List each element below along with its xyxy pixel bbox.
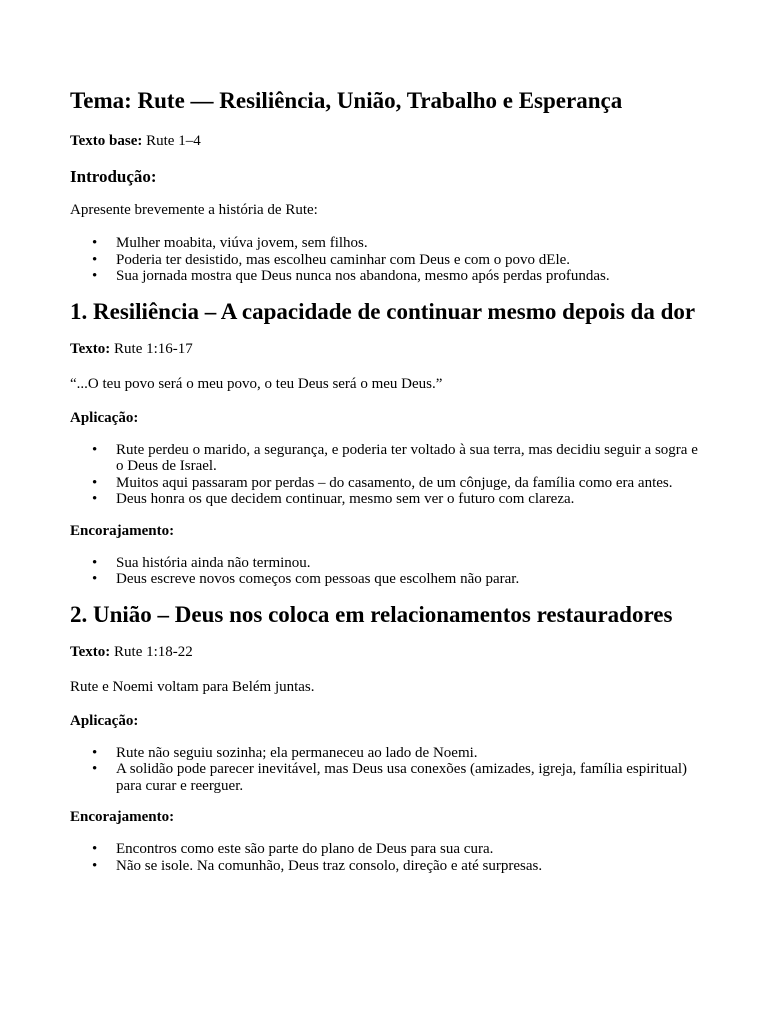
section-1-encorajamento-list bbox=[70, 555, 698, 588]
section-1-quote: “...O teu povo será o meu povo, o teu Deus será o meu Deus.” bbox=[70, 375, 443, 392]
section-2-text-label: Texto: bbox=[70, 643, 111, 660]
list-item: • Encontros como este são parte do plano de Deus para sua cura. bbox=[116, 841, 698, 858]
section-2-encorajamento-heading: Encorajamento: bbox=[70, 809, 175, 825]
section-2-heading: 2. União – Deus nos coloca em relacionamentos restauradores bbox=[70, 601, 673, 627]
section-2-text-line bbox=[70, 643, 698, 661]
section-2-aplicacao-heading: Aplicação: bbox=[70, 712, 139, 729]
base-text-label: Texto base: bbox=[70, 133, 143, 149]
list-item: • Poderia ter desistido, mas escolheu caminhar com Deus e com o povo dEle. bbox=[116, 252, 698, 269]
section-1-heading: 1. Resiliência – A capacidade de continuar mesmo depois da dor bbox=[70, 298, 696, 324]
section-2-aplicacao-list bbox=[70, 745, 698, 795]
list-item: • Rute perdeu o marido, a segurança, e poderia ter voltado à sua terra, mas decidiu seguir a sogra e o Deus de Israel. bbox=[116, 442, 698, 475]
document-title: Tema: Rute — Resiliência, União, Trabalho e Esperança bbox=[70, 88, 623, 113]
intro-heading: Introdução: bbox=[70, 167, 157, 186]
list-item: • Sua jornada mostra que Deus nunca nos abandona, mesmo após perdas profundas. bbox=[116, 268, 698, 285]
intro-list bbox=[70, 235, 698, 285]
list-item: • A solidão pode parecer inevitável, mas Deus usa conexões (amizades, igreja, família espiritual) para curar e reerguer. bbox=[116, 761, 698, 794]
intro-lead: Apresente brevemente a história de Rute: bbox=[70, 202, 318, 218]
list-item: • Deus honra os que decidem continuar, mesmo sem ver o futuro com clareza. bbox=[116, 491, 698, 508]
list-item: • Muitos aqui passaram por perdas – do casamento, de um cônjuge, da família como era antes. bbox=[116, 475, 698, 492]
list-item: • Não se isole. Na comunhão, Deus traz consolo, direção e até surpresas. bbox=[116, 858, 698, 875]
section-1-aplicacao-heading: Aplicação: bbox=[70, 409, 139, 426]
section-2-lead: Rute e Noemi voltam para Belém juntas. bbox=[70, 678, 315, 695]
list-item: • Sua história ainda não terminou. bbox=[116, 555, 698, 572]
section-2-encorajamento-list bbox=[70, 841, 698, 874]
section-1-text-label: Texto: bbox=[70, 340, 111, 357]
section-1-encorajamento-heading: Encorajamento: bbox=[70, 522, 175, 539]
section-1-text-line bbox=[70, 340, 698, 358]
section-2-text-value: Rute 1:18-22 bbox=[110, 643, 193, 660]
list-item: • Mulher moabita, viúva jovem, sem filhos. bbox=[116, 235, 698, 252]
base-text-value: Rute 1–4 bbox=[142, 133, 201, 149]
section-1-text-value: Rute 1:16-17 bbox=[110, 340, 193, 357]
base-text-line bbox=[70, 132, 698, 150]
list-item: • Deus escreve novos começos com pessoas que escolhem não parar. bbox=[116, 571, 698, 588]
section-1-aplicacao-list bbox=[70, 442, 698, 508]
list-item: • Rute não seguiu sozinha; ela permaneceu ao lado de Noemi. bbox=[116, 745, 698, 762]
